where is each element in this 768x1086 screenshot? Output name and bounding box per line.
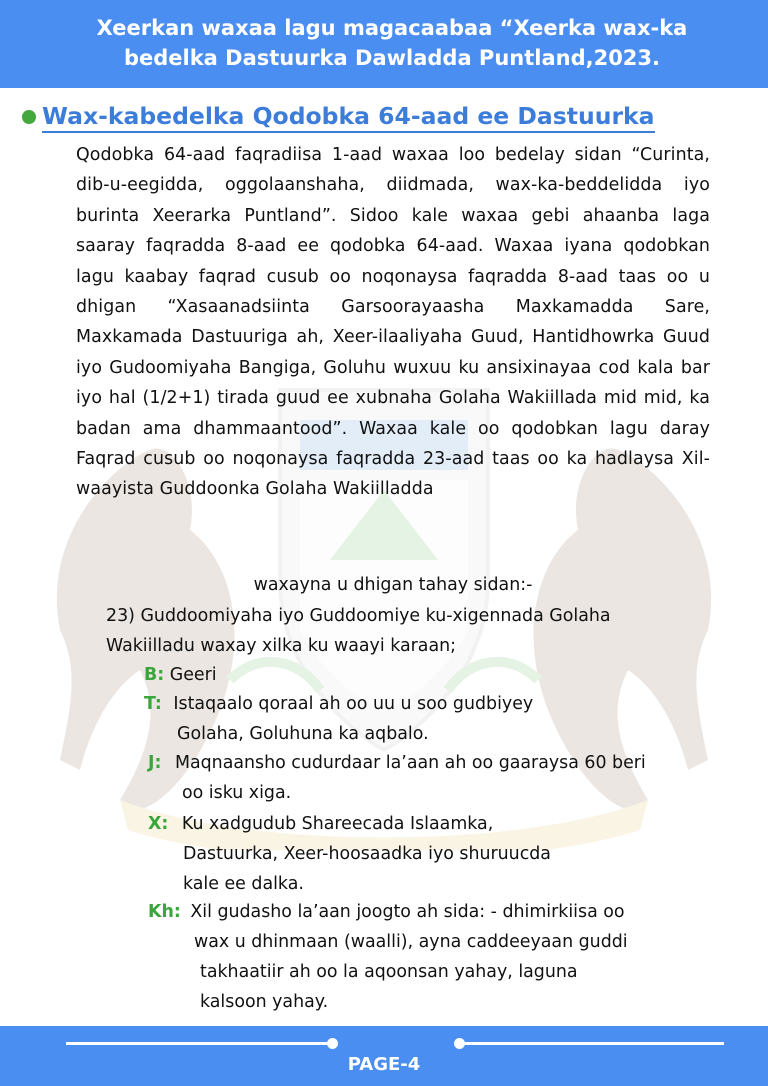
- list-item-text: Golaha, Goluhuna ka aqbalo.: [177, 724, 429, 744]
- section-heading-text: Wax-kabedelka Qodobka 64-aad ee Dastuurka: [42, 101, 655, 133]
- footer-divider-left: [66, 1042, 332, 1045]
- list-item-b: [144, 660, 217, 690]
- clause-23: [106, 601, 726, 661]
- list-item-text: Istaqaalo qoraal ah oo uu u soo gudbiyey: [173, 694, 534, 714]
- list-item-text: Xil gudasho la’aan joogto ah sida: - dhimirkiisa oo: [190, 902, 625, 922]
- list-item-text: Geeri: [169, 665, 217, 685]
- list-item-label: J:: [148, 753, 162, 773]
- header-title-line-2: bedelka Dastuurka Dawladda Puntland,2023.: [123, 46, 661, 70]
- list-item-label: Kh:: [148, 902, 181, 922]
- page-footer: [0, 1026, 768, 1086]
- section-heading: [22, 100, 655, 134]
- page-number: PAGE-4: [347, 1054, 421, 1075]
- list-item-t: [144, 689, 533, 749]
- list-item-text: kale ee dalka.: [183, 874, 304, 894]
- list-item-text: Ku xadgudub Shareecada Islaamka,: [181, 814, 494, 834]
- list-item-text: wax u dhinmaan (waalli), ayna caddeeyaan guddi: [194, 932, 628, 952]
- list-item-label: T:: [144, 694, 162, 714]
- list-item-label: B:: [144, 665, 165, 685]
- list-item-text: Maqnaansho cudurdaar la’aan ah oo gaaraysa 60 beri: [174, 753, 646, 773]
- header-title-line-1: Xeerkan waxaa lagu magacaabaa “Xeerka wax-ka: [96, 16, 688, 40]
- footer-divider-right: [460, 1042, 724, 1045]
- body-paragraph: Qodobka 64-aad faqradiisa 1-aad waxaa loo bedelay sidan “Curinta, dib-u-eegidda, oggolaanshaha, diidmada, wax-ka-beddelidda iyo burinta Xeerarka Puntland”. Sidoo kale waxaa gebi ahaanba laga saaray faqradda 8-aad ee qodobka 64-aad. Waxaa iyana qodobkan lagu kaabay faqrad cusub oo noqonaysa faqradda 8-aad taas oo u dhigan “Xasaanadsiinta Garsoorayaasha Maxkamadda Sare, Maxkamada Dastuuriga ah, Xeer-ilaaliyaha Guud, Hantidhowrka Guud iyo Gudoomiyaha Bangiga, Goluhu wuxuu ku ansixinayaa cod kala bar iyo hal (1/2+1) tirada guud ee xubnaha Golaha Wakiillada mid mid, ka badan ama dhammaantood”. Waxaa kale oo qodobkan lagu daray Faqrad cusub oo noqonaysa faqradda 23-aad taas oo ka hadlaysa Xil-waayista Guddoonka Golaha Wakiilladda: [76, 145, 710, 500]
- bullet-dot-icon: [22, 110, 36, 124]
- footer-dot-left-icon: [327, 1038, 338, 1049]
- clause-23-line-1: 23) Guddoomiyaha iyo Guddoomiye ku-xigennada Golaha: [106, 606, 611, 626]
- page-header: [0, 0, 768, 88]
- list-item-text: oo isku xiga.: [182, 783, 292, 803]
- list-item-x: [148, 809, 551, 899]
- list-item-text: Dastuurka, Xeer-hoosaadka iyo shuruucda: [183, 844, 551, 864]
- body-paragraph-last-line: waxayna u dhigan tahay sidan:-: [253, 575, 533, 595]
- list-item-j: [148, 748, 646, 808]
- list-item-text: takhaatiir ah oo la aqoonsan yahay, laguna: [200, 962, 578, 982]
- list-item-kh: [148, 897, 628, 1017]
- list-item-text: kalsoon yahay.: [200, 992, 329, 1012]
- list-item-label: X:: [148, 814, 169, 834]
- clause-23-line-2: Wakiilladu waxay xilka ku waayi karaan;: [106, 636, 456, 656]
